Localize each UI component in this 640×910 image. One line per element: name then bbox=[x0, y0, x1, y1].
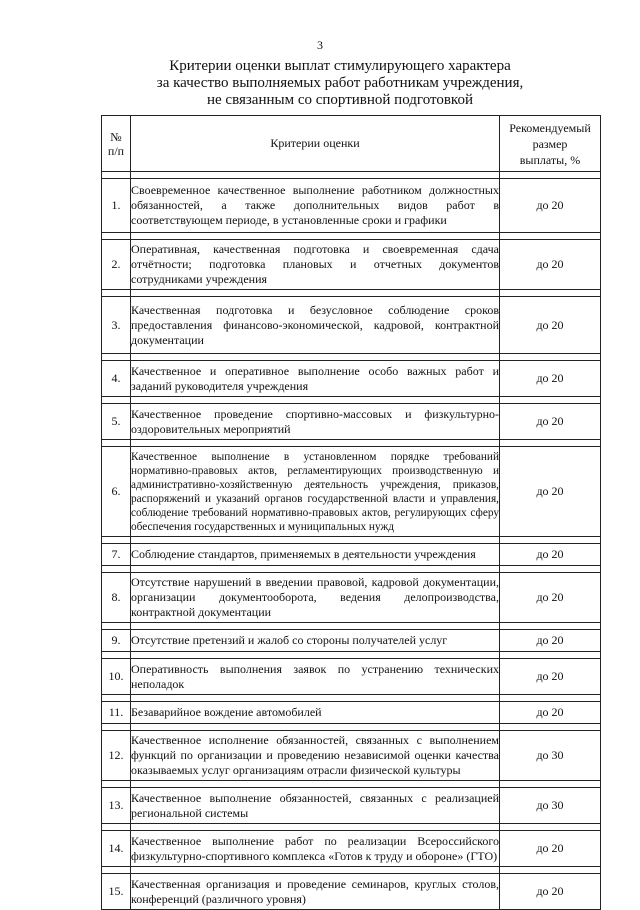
criteria-table bbox=[101, 115, 601, 910]
table-body bbox=[102, 172, 601, 910]
title-line-2: за качество выполняемых работ работникам учреждения, bbox=[156, 75, 524, 91]
spacer-cell bbox=[500, 397, 601, 404]
table-row bbox=[102, 179, 601, 233]
row-number: 2. bbox=[102, 240, 131, 290]
row-criterion: Своевременное качественное выполнение работником должностных обязанностей, а также дополнительных видов работ в соответствующем периоде, в установленные сроки и графики bbox=[131, 179, 500, 233]
spacer-cell bbox=[131, 290, 500, 297]
title-line-1: Критерии оценки выплат стимулирующего характера bbox=[169, 58, 511, 74]
table-row bbox=[102, 702, 601, 724]
row-rate: до 20 bbox=[500, 573, 601, 623]
table-row bbox=[102, 831, 601, 867]
row-number: 3. bbox=[102, 297, 131, 354]
spacer-cell bbox=[500, 354, 601, 361]
row-number: 13. bbox=[102, 788, 131, 824]
row-spacer bbox=[102, 233, 601, 240]
spacer-cell bbox=[131, 724, 500, 731]
table-row bbox=[102, 659, 601, 695]
table-row bbox=[102, 361, 601, 397]
header-rate bbox=[500, 116, 601, 172]
row-rate: до 20 bbox=[500, 630, 601, 652]
row-rate: до 20 bbox=[500, 831, 601, 867]
spacer-cell bbox=[102, 566, 131, 573]
row-criterion: Качественная организация и проведение семинаров, круглых столов, конференций (различного уровня) bbox=[131, 874, 500, 910]
spacer-cell bbox=[131, 354, 500, 361]
row-rate: до 20 bbox=[500, 659, 601, 695]
row-criterion: Качественное проведение спортивно-массовых и физкультурно-оздоровительных мероприятий bbox=[131, 404, 500, 440]
row-number: 11. bbox=[102, 702, 131, 724]
row-spacer bbox=[102, 354, 601, 361]
row-number: 7. bbox=[102, 544, 131, 566]
spacer-cell bbox=[500, 440, 601, 447]
row-number: 5. bbox=[102, 404, 131, 440]
spacer-cell bbox=[102, 233, 131, 240]
spacer-cell bbox=[500, 867, 601, 874]
row-criterion: Качественное выполнение в установленном порядке требований нормативно-правовых актов, регламентирующих производственную и административно-хозяйственную деятельность учреждения, приказов, распоряжений и указаний органов государственной власти и управления, соблюдение требований нормативно-правовых актов, регулирующих сферу обеспечения государственных и муниципальных нужд bbox=[131, 447, 500, 537]
row-spacer bbox=[102, 440, 601, 447]
spacer-cell bbox=[131, 867, 500, 874]
spacer-cell bbox=[131, 233, 500, 240]
page-number: 3 bbox=[317, 38, 323, 52]
row-number: 12. bbox=[102, 731, 131, 781]
spacer-cell bbox=[131, 652, 500, 659]
row-criterion: Качественная подготовка и безусловное соблюдение сроков предоставления финансово-экономической, кадровой, контрактной документации bbox=[131, 297, 500, 354]
row-rate: до 20 bbox=[500, 874, 601, 910]
row-number: 8. bbox=[102, 573, 131, 623]
spacer-cell bbox=[131, 440, 500, 447]
row-number: 1. bbox=[102, 179, 131, 233]
spacer-cell bbox=[102, 724, 131, 731]
spacer-cell bbox=[131, 824, 500, 831]
row-rate: до 20 bbox=[500, 179, 601, 233]
row-number: 15. bbox=[102, 874, 131, 910]
spacer-cell bbox=[131, 537, 500, 544]
row-number: 9. bbox=[102, 630, 131, 652]
row-criterion: Оперативность выполнения заявок по устранению технических неполадок bbox=[131, 659, 500, 695]
spacer-cell bbox=[131, 781, 500, 788]
spacer-cell bbox=[102, 440, 131, 447]
row-rate: до 20 bbox=[500, 447, 601, 537]
header-rate-line-3: выплаты, % bbox=[519, 152, 581, 167]
row-spacer bbox=[102, 397, 601, 404]
row-number: 10. bbox=[102, 659, 131, 695]
row-spacer bbox=[102, 695, 601, 702]
spacer-cell bbox=[500, 172, 601, 179]
spacer-cell bbox=[500, 781, 601, 788]
spacer-cell bbox=[500, 695, 601, 702]
row-spacer bbox=[102, 290, 601, 297]
header-number bbox=[102, 116, 131, 172]
row-criterion: Качественное выполнение обязанностей, связанных с реализацией региональной системы bbox=[131, 788, 500, 824]
row-rate: до 20 bbox=[500, 297, 601, 354]
table-row bbox=[102, 297, 601, 354]
row-spacer bbox=[102, 652, 601, 659]
spacer-cell bbox=[500, 623, 601, 630]
row-number: 4. bbox=[102, 361, 131, 397]
row-spacer bbox=[102, 724, 601, 731]
table-row bbox=[102, 240, 601, 290]
row-criterion: Отсутствие претензий и жалоб со стороны получателей услуг bbox=[131, 630, 500, 652]
spacer-cell bbox=[102, 354, 131, 361]
spacer-cell bbox=[500, 566, 601, 573]
row-criterion: Качественное исполнение обязанностей, связанных с выполнением функций по организации и проведению независимой оценки качества оказываемых услуг организациям отрасли физической культуры bbox=[131, 731, 500, 781]
spacer-cell bbox=[131, 566, 500, 573]
spacer-cell bbox=[500, 233, 601, 240]
spacer-cell bbox=[102, 537, 131, 544]
row-rate: до 30 bbox=[500, 788, 601, 824]
row-rate: до 20 bbox=[500, 361, 601, 397]
row-spacer bbox=[102, 566, 601, 573]
table-row bbox=[102, 544, 601, 566]
row-rate: до 20 bbox=[500, 404, 601, 440]
row-criterion: Оперативная, качественная подготовка и своевременная сдача отчётности; подготовка плановых и отчетных документов сотрудниками учреждения bbox=[131, 240, 500, 290]
spacer-cell bbox=[500, 537, 601, 544]
header-rate-line-1: Рекомендуемый bbox=[509, 120, 591, 135]
row-number: 14. bbox=[102, 831, 131, 867]
row-spacer bbox=[102, 824, 601, 831]
row-criterion: Соблюдение стандартов, применяемых в деятельности учреждения bbox=[131, 544, 500, 566]
row-rate: до 20 bbox=[500, 702, 601, 724]
document-title bbox=[60, 58, 620, 109]
spacer-cell bbox=[131, 172, 500, 179]
table-row bbox=[102, 573, 601, 623]
row-rate: до 20 bbox=[500, 544, 601, 566]
spacer-cell bbox=[102, 290, 131, 297]
table-row bbox=[102, 447, 601, 537]
spacer-cell bbox=[500, 824, 601, 831]
row-criterion: Безаварийное вождение автомобилей bbox=[131, 702, 500, 724]
spacer-cell bbox=[500, 724, 601, 731]
spacer-cell bbox=[102, 781, 131, 788]
header-number-line-1: № bbox=[110, 129, 122, 144]
spacer-cell bbox=[102, 695, 131, 702]
spacer-cell bbox=[102, 172, 131, 179]
row-spacer bbox=[102, 623, 601, 630]
spacer-cell bbox=[102, 652, 131, 659]
row-spacer bbox=[102, 781, 601, 788]
header-criteria: Критерии оценки bbox=[131, 116, 500, 172]
spacer-cell bbox=[102, 824, 131, 831]
spacer-cell bbox=[102, 867, 131, 874]
row-rate: до 30 bbox=[500, 731, 601, 781]
row-rate: до 20 bbox=[500, 240, 601, 290]
row-criterion: Качественное и оперативное выполнение особо важных работ и заданий руководителя учреждения bbox=[131, 361, 500, 397]
title-line-3: не связанным со спортивной подготовкой bbox=[206, 92, 473, 108]
spacer-cell bbox=[131, 623, 500, 630]
table-row bbox=[102, 731, 601, 781]
header-number-line-2: п/п bbox=[107, 143, 125, 158]
row-spacer bbox=[102, 537, 601, 544]
row-criterion: Отсутствие нарушений в введении правовой, кадровой документации, организации документооборота, ведения делопроизводства, контрактной документации bbox=[131, 573, 500, 623]
table-row bbox=[102, 788, 601, 824]
table-row bbox=[102, 874, 601, 910]
table-row bbox=[102, 630, 601, 652]
spacer-cell bbox=[500, 290, 601, 297]
table-header-row bbox=[102, 116, 601, 172]
header-rate-line-2: размер bbox=[532, 136, 568, 151]
row-spacer bbox=[102, 867, 601, 874]
row-spacer bbox=[102, 172, 601, 179]
row-number: 6. bbox=[102, 447, 131, 537]
spacer-cell bbox=[102, 397, 131, 404]
spacer-cell bbox=[500, 652, 601, 659]
spacer-cell bbox=[131, 695, 500, 702]
row-criterion: Качественное выполнение работ по реализации Всероссийского физкультурно-спортивного комплекса «Готов к труду и обороне» (ГТО) bbox=[131, 831, 500, 867]
spacer-cell bbox=[131, 397, 500, 404]
table-row bbox=[102, 404, 601, 440]
spacer-cell bbox=[102, 623, 131, 630]
